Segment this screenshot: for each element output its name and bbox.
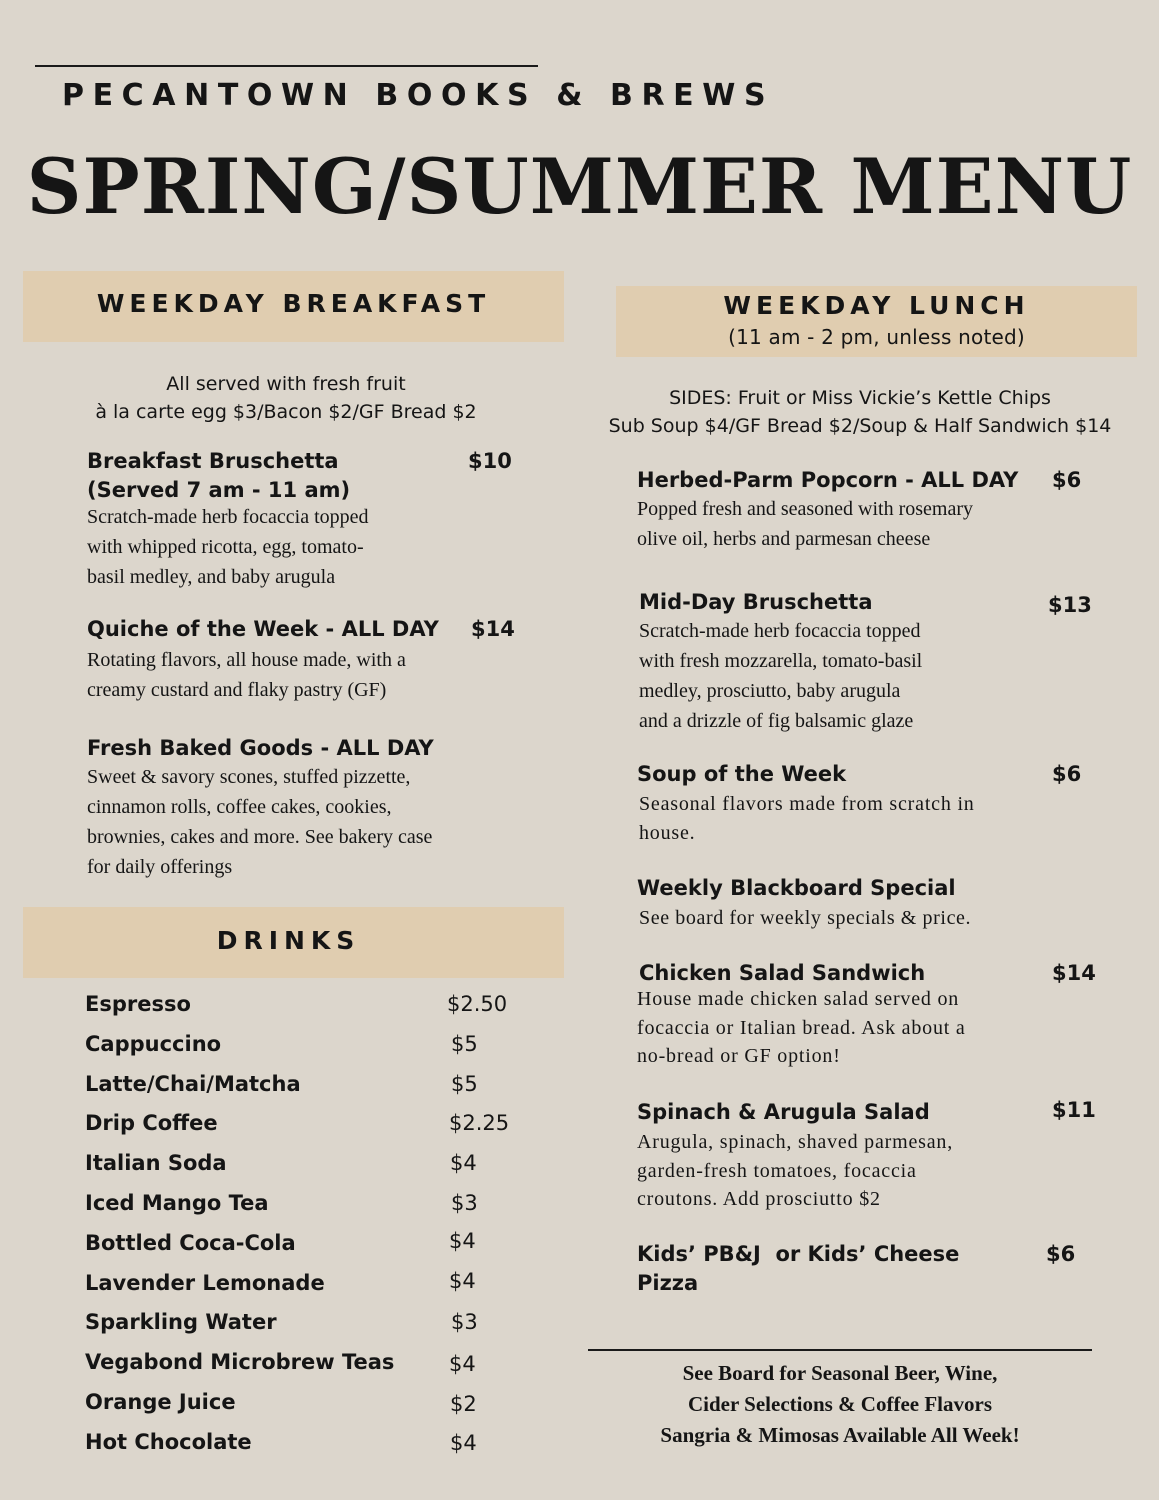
item-price: $13 [1048, 593, 1092, 617]
drink-name: Drip Coffee [85, 1111, 218, 1136]
item-description [639, 616, 1099, 736]
breakfast-note-line2: à la carte egg $3/Bacon $2/GF Bread $2 [95, 401, 477, 423]
menu-title: SPRING/SUMMER MENU [26, 142, 1133, 231]
lunch-header-band [616, 286, 1137, 357]
drink-price: $4 [449, 1352, 476, 1377]
brand-name: PECANTOWN BOOKS & BREWS [62, 78, 775, 113]
drink-row [85, 1147, 525, 1187]
desc-line: olive oil, herbs and parmesan cheese [637, 528, 931, 550]
desc-line: garden-fresh tomatoes, focaccia [637, 1159, 917, 1182]
item-name: Spinach & Arugula Salad [637, 1100, 930, 1124]
menu-item-quiche [87, 617, 517, 705]
drink-price: $5 [451, 1071, 478, 1096]
drink-price: $4 [450, 1430, 477, 1455]
desc-line: for daily offerings [87, 856, 233, 878]
item-price: $11 [1052, 1098, 1096, 1122]
lunch-note [580, 384, 1140, 440]
desc-line: Sweet & savory scones, stuffed pizzette, [87, 766, 411, 788]
drink-name: Vegabond Microbrew Teas [85, 1350, 395, 1375]
desc-line: medley, prosciutto, baby arugula [639, 680, 901, 702]
desc-line: Popped fresh and seasoned with rosemary [637, 498, 974, 520]
desc-line: basil medley, and baby arugula [87, 566, 336, 588]
item-price: $14 [1052, 961, 1096, 985]
menu-item-baked-goods [87, 736, 517, 882]
top-divider [35, 65, 538, 67]
item-name: Weekly Blackboard Special [637, 876, 956, 900]
seasonal-note-line2: Cider Selections & Coffee Flavors [687, 1392, 993, 1416]
item-description [637, 903, 1097, 933]
item-description [637, 985, 1107, 1071]
drink-name: Hot Chocolate [85, 1429, 252, 1454]
drink-row [85, 1426, 525, 1466]
seasonal-note-line3: Sangria & Mimosas Available All Week! [660, 1423, 1020, 1447]
drink-row [85, 1028, 525, 1068]
item-description [87, 762, 517, 882]
drink-row [85, 1227, 525, 1267]
item-name: Herbed-Parm Popcorn - ALL DAY [637, 468, 1019, 492]
drinks-heading: DRINKS [216, 926, 361, 955]
desc-line: Arugula, spinach, shaved parmesan, [637, 1131, 953, 1153]
item-name: Quiche of the Week - ALL DAY [87, 617, 439, 641]
item-price: $6 [1052, 762, 1082, 786]
drink-price: $4 [449, 1228, 476, 1253]
desc-line: house. [639, 822, 696, 844]
lunch-note-line2: Sub Soup $4/GF Bread $2/Soup & Half Sandwich $14 [608, 415, 1112, 437]
item-name: Kids’ PB&J or Kids’ Cheese [637, 1242, 960, 1266]
drink-row [85, 988, 525, 1028]
drink-name: Sparkling Water [85, 1310, 277, 1335]
drink-name: Bottled Coca-Cola [85, 1230, 296, 1255]
item-name: Chicken Salad Sandwich [639, 961, 926, 985]
seasonal-note-line1: See Board for Seasonal Beer, Wine, [682, 1361, 998, 1385]
seasonal-note [588, 1358, 1092, 1451]
item-description [87, 502, 517, 592]
menu-item-kids [637, 1242, 1097, 1295]
desc-line: no-bread or GF option! [637, 1045, 841, 1067]
item-price: $6 [1046, 1242, 1076, 1266]
drink-price: $4 [450, 1151, 477, 1176]
drink-price: $2.50 [447, 992, 508, 1016]
desc-line: Seasonal flavors made from scratch in [639, 793, 975, 815]
drink-row [85, 1386, 525, 1426]
item-description [637, 790, 1097, 848]
drink-row [85, 1267, 525, 1307]
desc-line: and a drizzle of fig balsamic glaze [639, 710, 914, 732]
menu-item-soup [637, 762, 1097, 848]
menu-item-midday-bruschetta [639, 590, 1099, 736]
drink-price: $3 [451, 1310, 478, 1335]
item-name-line2: (Served 7 am - 11 am) [87, 478, 351, 502]
breakfast-heading: WEEKDAY BREAKFAST [96, 289, 491, 318]
lunch-heading: WEEKDAY LUNCH [723, 291, 1030, 320]
drink-price: $2.25 [449, 1111, 510, 1136]
desc-line: with fresh mozzarella, tomato-basil [639, 650, 923, 672]
breakfast-note [23, 370, 549, 426]
desc-line: See board for weekly specials & price. [639, 907, 972, 929]
menu-item-popcorn [637, 468, 1097, 554]
desc-line: with whipped ricotta, egg, tomato- [87, 536, 364, 558]
item-price: $14 [471, 617, 515, 641]
drink-name: Latte/Chai/Matcha [85, 1071, 301, 1096]
item-name-line2: Pizza [637, 1271, 699, 1295]
item-price: $6 [1052, 468, 1082, 492]
drinks-list [85, 988, 525, 1466]
item-name: Breakfast Bruschetta [87, 449, 339, 473]
drink-price: $3 [451, 1190, 478, 1215]
breakfast-header-band [23, 271, 564, 342]
lunch-subheading: (11 am - 2 pm, unless noted) [728, 325, 1025, 349]
desc-line: cinnamon rolls, coffee cakes, cookies, [87, 796, 392, 818]
desc-line: brownies, cakes and more. See bakery case [87, 826, 433, 848]
drink-name: Orange Juice [85, 1389, 236, 1414]
item-description [637, 494, 1097, 554]
drinks-header-band [23, 907, 564, 978]
item-price: $10 [468, 449, 512, 473]
item-name: Fresh Baked Goods - ALL DAY [87, 736, 434, 760]
bottom-divider [588, 1349, 1092, 1351]
drink-price: $2 [450, 1391, 477, 1416]
item-description [637, 1128, 1097, 1214]
desc-line: Scratch-made herb focaccia topped [87, 506, 369, 528]
drink-name: Espresso [85, 992, 191, 1016]
drink-name: Iced Mango Tea [85, 1190, 269, 1215]
menu-item-blackboard-special [637, 876, 1097, 933]
lunch-note-line1: SIDES: Fruit or Miss Vickie’s Kettle Chips [669, 387, 1051, 409]
item-description [87, 645, 517, 705]
breakfast-note-line1: All served with fresh fruit [166, 373, 406, 395]
desc-line: Rotating flavors, all house made, with a [87, 649, 406, 671]
drink-price: $5 [451, 1031, 478, 1056]
menu-item-breakfast-bruschetta [87, 449, 517, 592]
item-name: Mid-Day Bruschetta [639, 590, 873, 614]
desc-line: croutons. Add prosciutto $2 [637, 1188, 881, 1210]
menu-item-chicken-salad [637, 961, 1107, 1071]
item-name: Soup of the Week [637, 762, 847, 786]
menu-item-spinach-salad [637, 1100, 1097, 1214]
drink-name: Italian Soda [85, 1151, 227, 1176]
desc-line: Scratch-made herb focaccia topped [639, 620, 921, 642]
desc-line: House made chicken salad served on [637, 988, 960, 1010]
drink-name: Lavender Lemonade [85, 1270, 325, 1295]
desc-line: focaccia or Italian bread. Ask about a [637, 1016, 966, 1039]
drink-row [85, 1187, 525, 1227]
desc-line: creamy custard and flaky pastry (GF) [87, 679, 387, 701]
drink-price: $4 [449, 1268, 476, 1293]
drink-row [85, 1068, 525, 1108]
drink-row [85, 1306, 525, 1346]
drink-name: Cappuccino [85, 1031, 222, 1056]
drink-row [85, 1346, 525, 1386]
drink-row [85, 1107, 525, 1147]
